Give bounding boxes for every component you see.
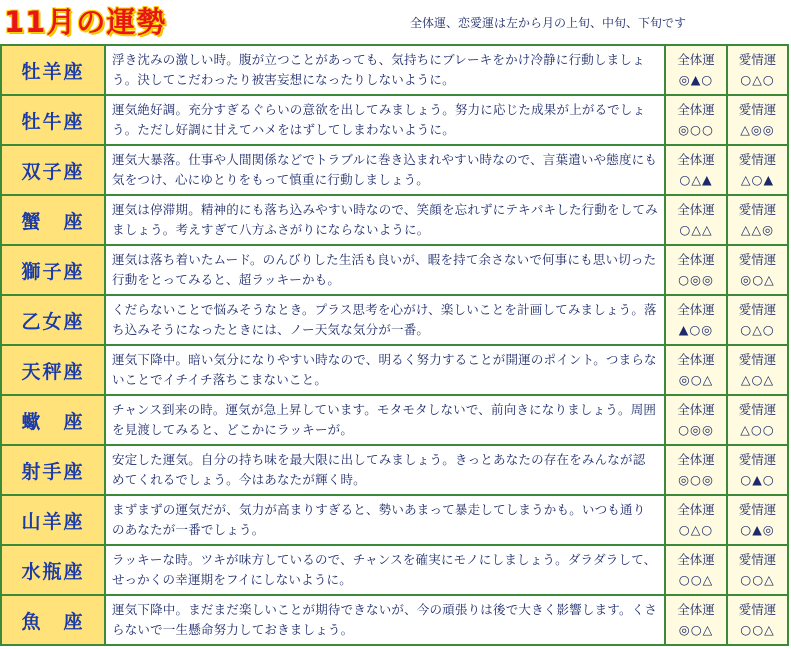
love-rating [727,145,788,195]
table-row [1,495,788,545]
fortune-text: チャンス到来の時。運気が急上昇しています。モタモタしないで、前向きになりましょう。周囲を見渡してみると、どこかにラッキーが。 [105,395,665,445]
fortune-text: 運気は落ち着いたムード。のんびりした生活も良いが、暇を持て余さないで何事にも思い切った行動をとってみると、超ラッキーかも。 [105,245,665,295]
love-symbols: △○△ [740,372,775,387]
overall-label: 全体運 [677,352,715,367]
love-label: 愛情運 [738,402,777,417]
overall-symbols: ◎▲○ [678,72,714,87]
table-row [1,295,788,345]
love-symbols: ○○△ [740,622,775,637]
overall-rating [665,345,727,395]
love-symbols: ○△○ [740,322,775,337]
table-row [1,145,788,195]
fortune-text: くだらないことで悩みそうなとき。プラス思考を心がけ、楽しいことを計画してみましょう。落ち込みそうになったときには、ノー天気な気分が一番。 [105,295,665,345]
overall-symbols: ◎○◎ [678,472,714,487]
table-row [1,445,788,495]
overall-rating [665,445,727,495]
love-symbols: △○○ [740,422,775,437]
table-row [1,545,788,595]
overall-label: 全体運 [677,552,715,567]
table-row [1,595,788,645]
sign-name: 蠍 座 [1,395,105,445]
sign-name: 獅子座 [1,245,105,295]
love-symbols: ◎○△ [740,272,775,287]
page-title: 11月の運勢 [4,5,167,39]
love-label: 愛情運 [738,52,777,67]
overall-rating [665,195,727,245]
overall-label: 全体運 [677,402,715,417]
table-row [1,95,788,145]
fortune-table [0,44,789,646]
overall-symbols: ◎○△ [678,372,714,387]
overall-label: 全体運 [677,52,715,67]
love-symbols: ○▲◎ [740,522,775,537]
overall-rating [665,395,727,445]
fortune-text: 運気絶好調。充分すぎるぐらいの意欲を出してみましょう。努力に応じた成果が上がるでしょう。ただし好調に甘えてハメをはずしてしまわないように。 [105,95,665,145]
overall-label: 全体運 [677,452,715,467]
love-rating [727,45,788,95]
overall-symbols: ◎○△ [678,622,714,637]
love-rating [727,95,788,145]
overall-label: 全体運 [677,502,715,517]
love-label: 愛情運 [738,252,777,267]
fortune-text: 浮き沈みの激しい時。腹が立つことがあっても、気持ちにブレーキをかけ冷静に行動しましょう。決してこだわったり被害妄想になったりしないように。 [105,45,665,95]
love-symbols: ○▲○ [740,472,775,487]
love-rating [727,295,788,345]
fortune-text: まずまずの運気だが、気力が高まりすぎると、勢いあまって暴走してしまうかも。いつも通りのあなたが一番でしょう。 [105,495,665,545]
overall-rating [665,595,727,645]
love-label: 愛情運 [738,202,777,217]
overall-rating [665,145,727,195]
love-rating [727,245,788,295]
love-label: 愛情運 [738,552,777,567]
overall-symbols: ○○△ [678,572,714,587]
love-symbols: △△◎ [740,222,775,237]
love-rating [727,445,788,495]
fortune-text: 運気下降中。暗い気分になりやすい時なので、明るく努力することが開運のポイント。つまらないことでイチイチ落ちこまないこと。 [105,345,665,395]
overall-rating [665,545,727,595]
love-symbols: ○○△ [740,572,775,587]
overall-symbols: ○◎◎ [678,272,714,287]
overall-label: 全体運 [677,202,715,217]
overall-label: 全体運 [677,102,715,117]
sign-name: 射手座 [1,445,105,495]
sign-name: 蟹 座 [1,195,105,245]
sign-name: 魚 座 [1,595,105,645]
love-symbols: △◎◎ [740,122,775,137]
love-label: 愛情運 [738,452,777,467]
love-label: 愛情運 [738,152,777,167]
table-row [1,395,788,445]
love-rating [727,545,788,595]
fortune-text: 運気は停滞期。精神的にも落ち込みやすい時なので、笑顔を忘れずにテキパキした行動をしてみましょう。考えすぎて八方ふさがりにならないように。 [105,195,665,245]
sign-name: 牡牛座 [1,95,105,145]
overall-label: 全体運 [677,602,715,617]
love-label: 愛情運 [738,102,777,117]
overall-symbols: ▲○◎ [678,322,714,337]
love-rating [727,495,788,545]
love-rating [727,595,788,645]
fortune-text: ラッキーな時。ツキが味方しているので、チャンスを確実にモノにしましょう。ダラダラして、せっかくの幸運期をフイにしないように。 [105,545,665,595]
overall-label: 全体運 [677,152,715,167]
overall-symbols: ○◎◎ [678,422,714,437]
overall-rating [665,495,727,545]
overall-symbols: ○△○ [678,522,714,537]
table-row [1,45,788,95]
love-label: 愛情運 [738,502,777,517]
love-rating [727,345,788,395]
sign-name: 双子座 [1,145,105,195]
overall-rating [665,95,727,145]
overall-label: 全体運 [677,252,715,267]
sign-name: 牡羊座 [1,45,105,95]
love-label: 愛情運 [738,602,777,617]
overall-symbols: ◎○○ [678,122,714,137]
sign-name: 水瓶座 [1,545,105,595]
love-symbols: △○▲ [740,172,775,187]
overall-rating [665,45,727,95]
overall-rating [665,245,727,295]
fortune-text: 運気大暴落。仕事や人間関係などでトラブルに巻き込まれやすい時なので、言葉遣いや態度にも気をつけ、心にゆとりをもって慎重に行動しましょう。 [105,145,665,195]
love-label: 愛情運 [738,302,777,317]
sign-name: 山羊座 [1,495,105,545]
overall-label: 全体運 [677,302,715,317]
love-rating [727,195,788,245]
sign-name: 天秤座 [1,345,105,395]
fortune-text: 安定した運気。自分の持ち味を最大限に出してみましょう。きっとあなたの存在をみんなが認めてくれるでしょう。今はあなたが輝く時。 [105,445,665,495]
fortune-text: 運気下降中。まだまだ楽しいことが期待できないが、今の頑張りは後で大きく影響します。くさらないで一生懸命努力しておきましょう。 [105,595,665,645]
table-row [1,195,788,245]
fortune-rows [1,45,788,645]
love-symbols: ○△○ [740,72,775,87]
overall-symbols: ○△△ [679,222,713,237]
sign-name: 乙女座 [1,295,105,345]
rating-note: 全体運、恋愛運は左から月の上旬、中旬、下旬です [410,16,687,30]
table-row [1,345,788,395]
table-row [1,245,788,295]
overall-rating [665,295,727,345]
overall-symbols: ○△▲ [679,172,713,187]
love-rating [727,395,788,445]
love-label: 愛情運 [738,352,777,367]
